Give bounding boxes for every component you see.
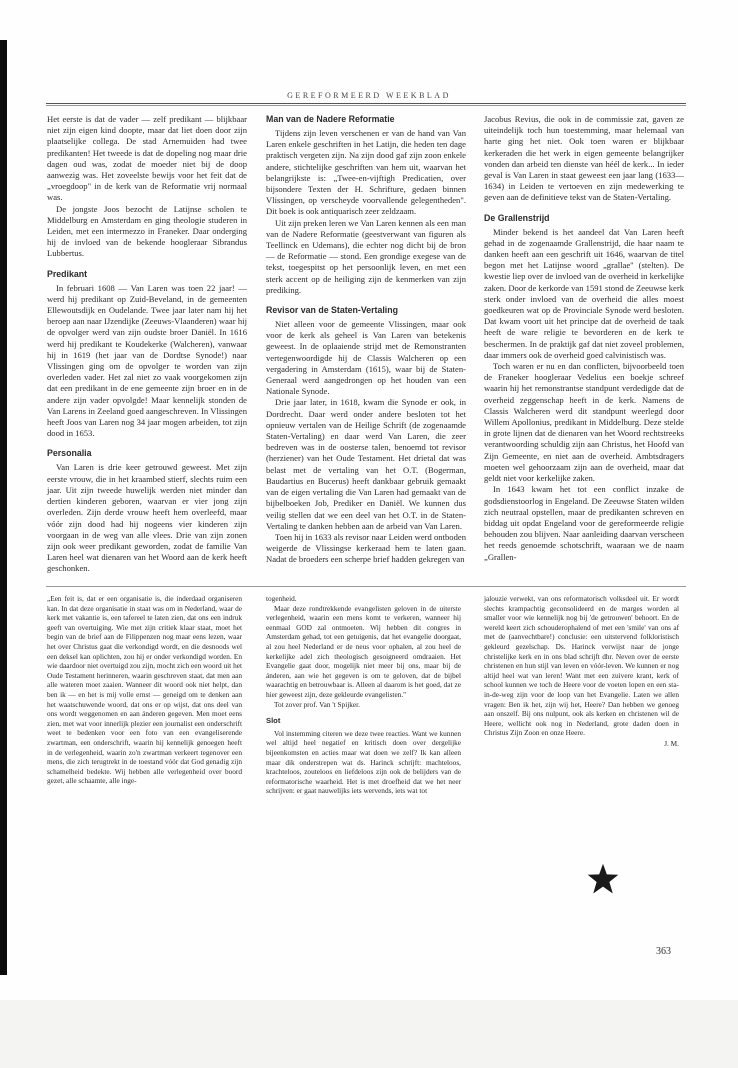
paragraph: Jacobus Revius, die ook in de commissie zat, gaven ze uiteindelijk toch hun toestemming, maar helemaal van harte ging het niet. Ook toen waren er blijkbaar kerkeraden die het werk in eigen gemeente belangrijker vonden dan arbeid ten dienste van héél de kerk... In ieder geval is Van Laren in staat geweest een jaar lang (1633—1634) in Leiden te vertoeven en zijn medewerking te geven aan de definitieve tekst van de Staten-Vertaling. [484,114,684,203]
header-rule-thin [46,105,686,106]
paragraph: Van Laren is drie keer getrouwd geweest. Met zijn eerste vrouw, die in het kraambed stierf, slechts ruim een jaar. Uit zijn tweede huwelijk werden niet minder dan dertien kinderen geboren, waarvan er vier jong zijn overleden. Zijn derde vrouw heeft hem overleefd, maar vóór zijn dood had hij nogeens vier kinderen zijn voorgaan in de weg van alle vlees. Drie van zijn zonen zijn ook weer predikant geworden, zodat de familie Van Laren heel wat dienaren van het Woord aan de kerk heeft geschonken. [47,462,247,574]
section-heading: Revisor van de Staten-Vertaling [266,305,398,316]
article-column-1 [47,114,247,575]
section-heading: Personalia [47,448,92,459]
page-edge-shadow [0,40,7,975]
paragraph: Drie jaar later, in 1618, kwam die Synode er ook, in Dordrecht. Daar werd onder andere besloten tot het opnieuw vertalen van de Heilige Schrift (de zogenaamde Staten-Vertaling) en daar werd Van Laren, die zeer bedreven was in de oosterse talen, benoemd tot revisor (herziener) van het Oude Testament. Het drietal dat was belast met de vertaling van het O.T. (Bogerman, Baudartius en Bucerus) heeft dankbaar gebruik gemaakt van de eigen vertaling die Van Laren had gemaakt van de bijbelboeken Job, Prediker en Daniël. We kunnen dus veilig stellen dat we een deel van het O.T. in de Staten-Vertaling te danken hebben aan de arbeid van Van Laren. [266,397,466,531]
quote-paragraph: „Een feit is, dat er een organisatie is, die inderdaad organiseren kan. In dat deze organisatie in staat was om in Nederland, waar de kerk met vakantie is, een tafereel te laten zien, dat ons een indruk geeft van overtuiging. Wie met zijn critiek klaar staat, moet het begin van de brief aan de Filippenzen nog maar eens lezen, waar het over Christus gaat die verkondigd wordt, en die desnoods wel een deksel kan oplichten, zou hij er onder verkondigd worden. En wie daardoor niet overtuigd zou zijn, mocht zich een woord uit het Oude Testament herinneren, waarin geschreven staat, dat men aan alle wateren moet zaaien. Wanneer dit woord ook niet helpt, dan ben ik — en het is mij volle ernst — geneigd om te denken aan het waatschuwende woord, dat ons er op wijst, dat ons deel van ons wordt weggenomen en aan ánderen gegeven. Men moet eens zien, met wat voor innerlijk plezier een journalist een onderschrift weet te bedenken voor een foto van een evangeliserende zwartman, een onderschrift, waarin hij kennelijk genoegen heeft in de verlegenheid, waarin zo'n zwartman verkeert tegenover een mens, die zich terugtrekt in de toestand vóór dat God genadig zijn schamelheid bedekte. Wij hebben alle verlegenheid over boord gezet, alle schaamte, alle inge- [47,594,242,786]
quote-paragraph: Maar deze rondtrekkende evangelisten geloven in de uiterste verlegenheid, waarin een mens komt te verkeren, wanneer hij eenmaal GOD zal ontmoeten. Wij hebben dit congres in Amsterdam gehad, tot een getuigenis, dat het evangelie doorgaat, al zou heel Nederland er de neus voor ophalen, al zou heel de kerkelijke adel zich theologisch gesoigneerd omdraaien. Het Evangelie gaat door, mogelijk niet meer bij ons, maar bij de ánderen, aan wie het gegeven is om te geloven, dat de bijbel waarachtig en betrouwbaar is. Alleen al daarom is het goed, dat ze hier geweest zijn, deze gekleurde evangelisten." [266,603,461,699]
page-bottom-margin [0,1000,738,1068]
author-signature: J. M. [664,738,679,748]
notes-column-1 [47,594,242,786]
article-column-2 [266,114,466,566]
star-ornament-icon [586,862,620,896]
paragraph: In februari 1608 — Van Laren was toen 22 jaar! — werd hij predikant op Zuid-Beveland, in de gemeenten Ellewoutsdijk en Oudelande. Twee jaar later nam hij het beroep aan naar IJzendijke (Zeeuws-Vlaanderen) waar hij de opvolger werd van zijn oudste broer Daniël. In 1616 werd hij predikant te Koudekerke (Walcheren), vanwaar hij in 1619 (het jaar van de Dordtse Synode!) naar Vlissingen ging om de opvolger te worden van zijn overleden vader. Het zal niet zo vaak voorgekomen zijn dat een predikant in de ene gemeente zijn broer en in de andere zijn vader opvolgde! Maar kennelijk stonden de Van Larens in Zeeland goed aangeschreven. In Vlissingen heeft Joos van Laren nog 34 jaar mogen arbeiden, tot zijn dood in 1653. [47,282,247,439]
notes-column-3 [484,594,679,749]
paragraph: Toch waren er nu en dan conflicten, bijvoorbeeld toen de Franeker hoogleraar Vedelius een boekje schreef waarin hij het remonstrantse standpunt verdedigde dat de overheid zeggenschap heeft in de kerk. Namens de Classis Walcheren werd dit standpunt weerlegd door Willem Apollonius, predikant in Middelburg. Deze stelde in grote lijnen dat de dienaren van het Woord rechtstreeks verantwoording schuldig zijn aan Christus, het Hoofd van Zijn Gemeente, en niet aan de overheid. Ambtsdragers moeten wel gehoorzaam zijn aan de overheid, maar dat geldt niet voor kerkelijke zaken. [484,361,684,484]
paragraph: Vol instemming citeren we deze twee reacties. Want we kunnen wel altijd heel negatief en kritisch doen over dergelijke bijeenkomsten en acties maar wat doen we zelf? Ik kan alleen maar dik onderstrepen wat ds. Harinck schrijft: machteloos, krachteloos, zouteloos en liefdeloos zijn ook de belijders van de reformatorische waarheid. Het is met droefheid dat we het neer schrijven: er gaat nauwelijks iets wervends, iets wat tot [266,728,461,796]
paragraph: Toen hij in 1633 als revisor naar Leiden werd ontboden weigerde de Vlissingse kerkeraad hem te laten gaan. Nadat de broeders een scherpe brief hadden gekregen van [266,531,466,565]
paragraph: Niet alleen voor de gemeente Vlissingen, maar ook voor de kerk als geheel is Van Laren van betekenis geweest. In de oplaaiende strijd met de Remonstranten vertegenwoordigde hij de Classis Walcheren op een vergadering in Amsterdam (1615), waar bij de Staten-Generaal werd aangedrongen op het houden van een Nationale Synode. [266,319,466,397]
notes-column-2 [266,594,461,796]
section-heading: Predikant [47,268,88,279]
attribution: Tot zover prof. Van 't Spijker. [274,699,360,709]
quote-paragraph: togenheid. [266,594,297,603]
section-heading: Slot [266,716,281,726]
section-heading: Man van de Nadere Reformatie [266,114,395,124]
paragraph: Minder bekend is het aandeel dat Van Laren heeft gehad in de zogenaamde Grallenstrijd, die haar naam te danken heeft aan een geschrift uit 1646, waarvan de titel begon met het Latijnse woord „grallae" (stelten). De kwestie liep over de invloed van de overheid in kerkelijke zaken. Door de kerkorde van 1591 stond de Zeeuwse kerk sterk onder invloed van de overheid die alles moest goedkeuren wat op de Provinciale Synode werd besloten. Dat kwam voort uit het principe dat de overheid de taak heeft de ware religie te bevorderen en de kerk te beschermen. In de praktijk gaf dat niet zoveel problemen, daar immers ook de overheid goed calvinistisch was. [484,226,684,360]
paragraph: Tijdens zijn leven verschenen er van de hand van Van Laren enkele geschriften in het Latijn, die heden ten dage praktisch vergeten zijn. Na zijn dood gaf zijn zoon enkele andere, stichtelijke geschriften van hem uit, waarvan het belangrijkste is: „Twee-en-vijftigh Predicatien, over bijsondere Texten der H. Schrifture, gedaen binnen Vlissingen, op verscheyde voorvallende gelegentheden". Dit boek is ook antiquarisch zeer zeldzaam. [266,128,466,217]
page-number: 363 [656,946,671,957]
header-rule [46,103,686,104]
article-column-3 [484,114,684,563]
paragraph: jalouzie verwekt, van ons reformatorisch volksdeel uit. Er wordt slechts krampachtig geconsolideerd en de marges worden al smaller voor wie kennelijk nog bij 'de getrouwen' behoort. En de wereld keert zich schouderophalend of met een 'smile' van ons af met de (aanvechtbare!) conclusie: een uitstervend folkloristisch gekleurd gezelschap. Ds. Harinck verwijst naar de jonge christelijke kerk en in ons blad schrijft dhr. Neven over de eerste christenen en hun stijl van leven en vóór-leven. We kunnen er nog altijd heel wat van leren! Want met een zuivere krant, kerk of school kunnen we toch de Heere voor de voeten lopen en een sta-in-de-weg zijn voor de loop van het Evangelie. Laten we allen vragen: Ben ik het, zijn wij het, Heere? Dan hebben we genoeg aan onszelf. Bij ons nulpunt, ook als kerken en christenen wil de Heere, wellicht ook nog in Nederland, grote daden doen in Christus Zijn Zoon en onze Heere. [484,594,679,738]
paragraph: Uit zijn preken leren we Van Laren kennen als een man van de Nadere Reformatie (geestverwant van figuren als Teellinck en Udemans), die echter nog dicht bij de bron — de Reformatie — stond. Een grondige exegese van de tekst, toegespitst op het persoonlijk leven, en met een sterk accent op de heiliging zijn de kenmerken van zijn prediking. [266,217,466,295]
paragraph: Het eerste is dat de vader — zelf predikant — blijkbaar niet zijn eigen kind doopte, maar dat liet doen door zijn plaatselijke collega. De stad Arnemuiden had twee predikanten! Het tweede is dat de dopeling nog maar drie dagen oud was, zodat de moeder niet bij de doop aanwezig was. Het zoveelste bewijs voor het feit dat de „vroegdoop" in de kerk van de Reformatie vrij normaal was. [47,114,247,203]
section-heading: De Grallenstrijd [484,212,550,223]
section-separator [46,586,686,587]
running-head: GEREFORMEERD WEEKBLAD [287,91,451,100]
paragraph: De jongste Joos bezocht de Latijnse scholen te Middelburg en Amsterdam en ging theologie studeren in Leiden, met een intermezzo in Franeker. Daar onderging hij de invloed van de bekende hoogleraar Sibrandus Lubbertus. [47,203,247,259]
paragraph: In 1643 kwam het tot een conflict inzake de godsdienstoorlog in Engeland. De Zeeuwse Staten wilden zich neutraal opstellen, maar de predikanten schreven en biddag uit opdat Engeland voor de gereformeerde religie behouden zou blijven. Naar aanleiding daarvan verscheen het reeds genoemde schotschrift, waaraan we de naam „Grallen- [484,484,684,562]
